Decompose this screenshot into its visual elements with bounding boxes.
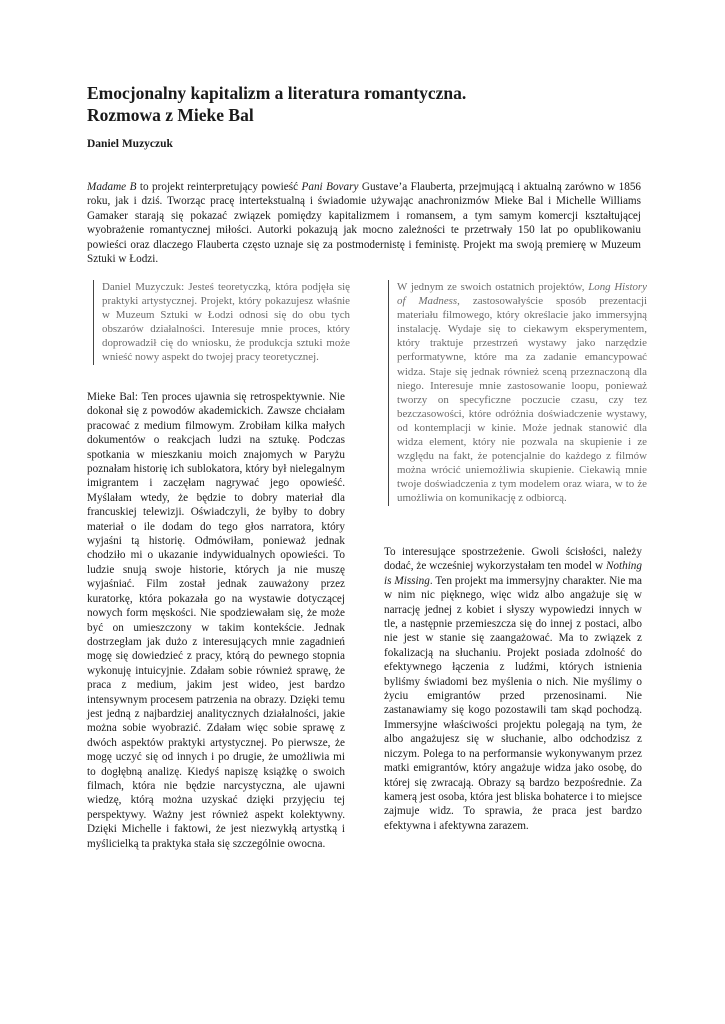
author-name: Daniel Muzyczuk [87, 138, 173, 150]
lead-paragraph [87, 180, 641, 266]
answer-2-film-italic: Nothing is Missing [384, 560, 642, 587]
interview-answer-1 [87, 390, 345, 851]
answer-2-text-b: . Ten projekt ma immersyjny charakter. Nie ma w nim nic pięknego, więc widz albo angażuje się w narrację jednej z kobiet i słyszy wypowiedzi innych w tle, a następnie przemieszcza się do innej z postaci, albo nie jest w stanie się zaangażować. Ma to związek z fokalizacją na słuchaniu. Projekt posiada zdolność do efektywnego łączenia z ludźmi, których istnienia byliśmy świadomi bez myślenia o nich. Nie myślimy o życiu emigrantów przed przenosinami. Nie zastanawiamy się kogo pozostawili tam skąd pochodzą. Immersyjne właściwości projektu polegają na tym, że albo angażujesz się w słuchanie, albo odchodzisz z niczym. Polega to na performansie wykonywanym przez matki emigrantów, który angażuje widza jako osobę, do której się zwracają. Obrazy są bardzo bezpośrednie. Za kamerą jest osoba, która jest bliska bohaterce i to miejsce zajmuje widz. To sprawia, że praca jest bardzo efektywna i afektywna zarazem. [384, 574, 642, 832]
interview-answer-2 [384, 545, 642, 833]
question-2-text [397, 280, 647, 506]
lead-novel-italic: Pani Bovary [301, 181, 359, 193]
lead-text-b: Gustave’a Flauberta, przejmującą i aktualną zarówno w 1856 roku, jak i dziś. Tworząc pracę intertekstualną i świadomie używając anachronizmów Mieke Bal i Michelle Williams Gamaker starają się pokazać związek pomiędzy kapitalizmem i romansem, a tym samym komercji kształtującej wyobrażenie romantycznej miłości. Autorki pokazują jak mocno zależności te przetrwały 150 lat po opublikowaniu powieści oraz dlaczego Flauberta często uznaje się za postmodernistę i feministę. Projekt ma swoją premierę w Muzeum Sztuki w Łodzi. [87, 181, 642, 266]
question-1-text: Daniel Muzyczuk: Jesteś teoretyczką, która podjęła się praktyki artystycznej. Projekt, który pokazujesz właśnie w Muzeum Sztuki w Łodzi odnosi się do obu tych obszarów działalności. Interesuje mnie proces, który doprowadził cię do wniosku, że produkcja sztuki może wnieść nowy aspekt do twojej pracy teoretycznej. [102, 281, 350, 364]
answer-1-text: Mieke Bal: Ten proces ujawnia się retrospektywnie. Nie dokonał się z powodów akademickich. Zawsze chciałam pracować z medium filmowym. Zrobiłam kilka małych dokumentów o reakcjach ludzi na sztukę. Podczas spotkania w mieszkaniu moich znajomych w Paryżu poznałam historię ich sublokatora, który był nielegalnym imigrantem i zaczęłam nagrywać jego opowieść. Myślałam wtedy, że będzie to dobry materiał dla francuskiej telewizji. Oświadczyli, że byłby to dobry materiał o ile dodam do tego głos narratora, który wyjaśni tą historię. Odmówiłam, ponieważ jednak chodziło mi o ukazanie indywidualnych opowieści. To ludzie snują swoje historie, których ja nie muszę wyjaśniać. Film został jednak zauważony przez kuratorkę, która pokazała go na wystawie dotyczącej nowych form męskości. Nie spodziewałam się, że może być on umieszczony w takim kontekście. Jednak dostrzegłam jak dużo z interesujących mnie zagadnień mogę się dowiedzieć z pracy, którą do pewnego stopnia wykonuję intuicyjnie. Zdałam sobie również sprawę, że praca z medium, jakim jest wideo, jest bardzo intensywnym procesem patrzenia na obrazy. Dzięki temu jest jedną z najbardziej analitycznych działalności, jakie można sobie wyobrazić. Zdałam więc sobie sprawę z dwóch aspektów praktyki artystycznej. Po pierwsze, że mogę uczyć się od innych i po drugie, że umożliwia mi to dogłębną analizę. Kiedyś napiszę książkę o swoich filmach, która nie będzie narcystyczna, ale ujawni wiedzę, którą można uzyskać dzięki przyjęciu tej perspektywy. Ważny jest również aspekt kolektywny. Dzięki Michelle i faktowi, że jest niezwykłą artystką i myślicielką ta praktyka stała się szczególnie owocna. [87, 391, 345, 850]
question-2-project-italic: Long History of Madness [397, 281, 647, 308]
interview-question-2 [388, 280, 647, 506]
answer-2-text-a: To interesujące spostrzeżenie. Gwoli ścisłości, należy dodać, że wcześniej wykorzystałam ten model w [384, 546, 642, 573]
answer-2-text [384, 545, 642, 833]
interview-question-1 [93, 280, 350, 365]
lead-title-italic: Madame B [87, 181, 137, 193]
title-line-1: Emocjonalny kapitalizm a literatura romantyczna. [87, 83, 467, 103]
question-2-text-b: , zastosowałyście sposób prezentacji materiału filmowego, który określacie jako immersyjną instalację. Wydaje się to ciekawym eksperymentem, który traktuje przestrzeń wystawy jako narzędzie performatywne, które ma za zadanie emancypować widza. Staje się jednak również sceną przeznaczoną dla niego. Interesuje mnie zastosowanie loopu, ponieważ tworzy on specyficzne poczucie czasu, czy tez bezczasowości, które odróżnia doświadczenie wystawy, od kontemplacji w kinie. Może jednak stanowić dla widza element, który nie pozwala na skupienie i ze względu na fakt, że potencjalnie do każdego z filmów można wrócić uniemożliwia skupienie. Ciekawią mnie twoje doświadczenia z tym modelem oraz wiara, w to że umożliwia on komunikację z odbiorcą. [397, 295, 647, 505]
article-title [87, 82, 647, 126]
title-line-2: Rozmowa z Mieke Bal [87, 105, 254, 125]
question-2-text-a: W jednym ze swoich ostatnich projektów, [397, 281, 589, 293]
lead-text-a: to projekt reinterpretujący powieść [136, 181, 302, 193]
